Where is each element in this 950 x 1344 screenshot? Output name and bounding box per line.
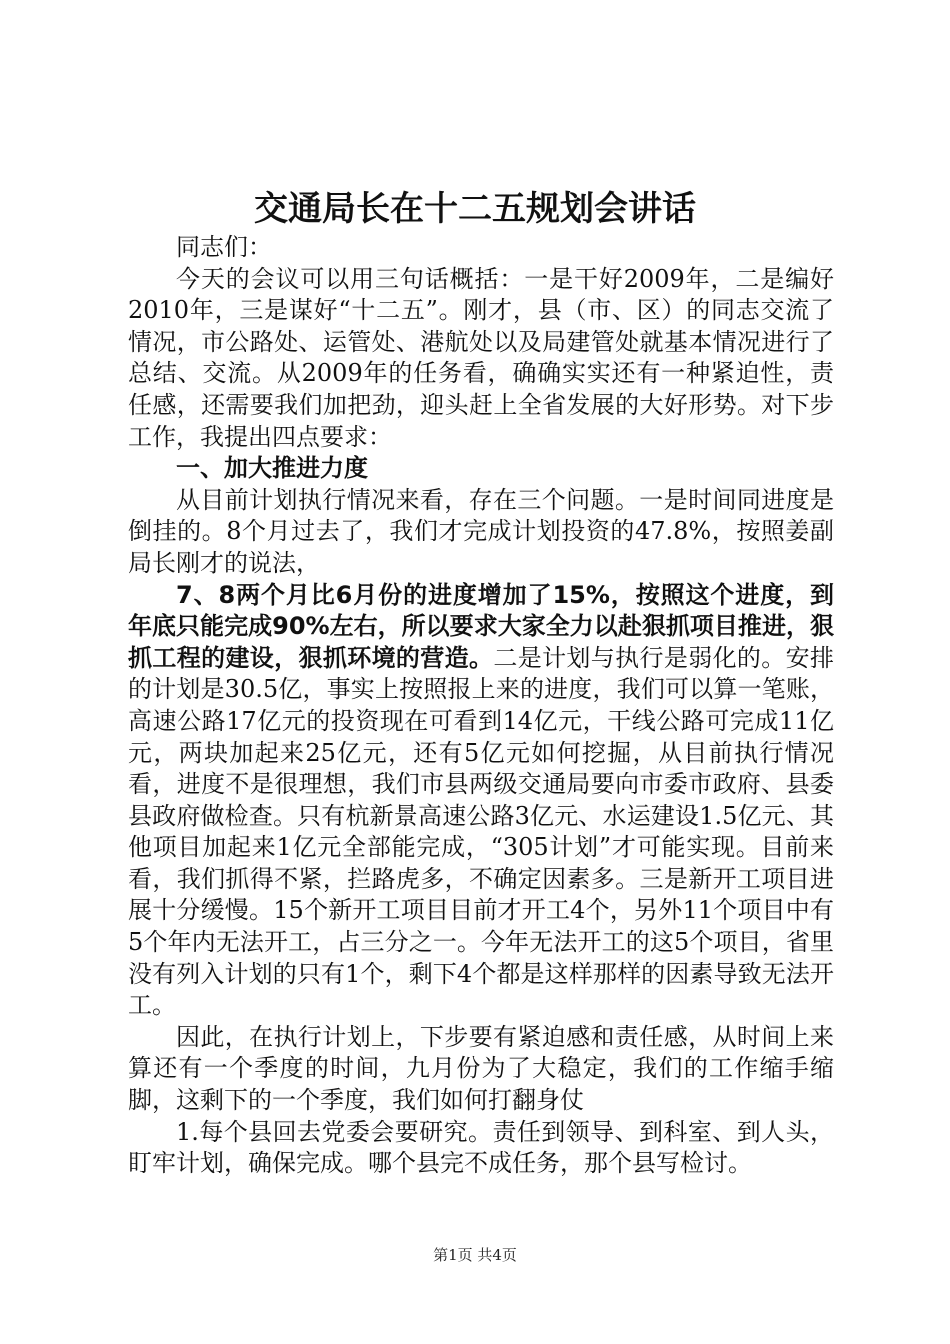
intro-paragraph: 今天的会议可以用三句话概括：一是干好2009年，二是编好2010年，三是谋好“十二五”。刚才，县（市、区）的同志交流了情况，市公路处、运管处、港航处以及局建管处就基本情况进行了总结、交流。从2009年的任务看，确确实实还有一种紧迫性，责任感，还需要我们加把劲，迎头赶上全省发展的大好形势。对下步工作，我提出四点要求： <box>128 264 834 451</box>
section-heading-1: 一、加大推进力度 <box>176 454 368 483</box>
paragraph-progress <box>128 580 834 1022</box>
paragraph-progress-rest: 二是计划与执行是弱化的。安排的计划是30.5亿，事实上按照报上来的进度，我们可以算一笔账，高速公路17亿元的投资现在可看到14亿元，干线公路可完成11亿元，两块加起来25亿元，还有5亿元如何挖掘，从目前执行情况看，进度不是很理想，我们市县两级交通局要向市委市政府、县委县政府做检查。只有杭新景高速公路3亿元、水运建设1.5亿元、其他项目加起来1亿元全部能完成，“305计划”才可能实现。目前来看，我们抓得不紧，拦路虎多，不确定因素多。三是新开工项目进展十分缓慢。15个新开工项目目前才开工4个，另外11个项目中有5个年内无法开工，占三分之一。今年无法开工的这5个项目，省里没有列入计划的只有1个，剩下4个都是这样那样的因素导致无法开工。 <box>128 643 835 1020</box>
paragraph-urgency: 因此，在执行计划上，下步要有紧迫感和责任感，从时间上来算还有一个季度的时间，九月份为了大稳定，我们的工作缩手缩脚，这剩下的一个季度，我们如何打翻身仗 <box>128 1022 834 1115</box>
paragraph-item-1: 1.每个县回去党委会要研究。责任到领导、到科室、到人头，盯牢计划，确保完成。哪个县完不成任务，那个县写检讨。 <box>128 1117 834 1178</box>
page-footer: 第1页 共4页 <box>433 1246 517 1264</box>
salutation-paragraph: 同志们： <box>176 233 272 261</box>
document-body <box>128 232 834 1180</box>
emphasis-text: 7、8两个月比6月份的进度增加了15%，按照这个进度，到年底只能完成90%左右，所以要求大家全力以赴狠抓项目推进，狠抓工程的建设，狠抓环境的营造。 <box>128 580 834 672</box>
document-title: 交通局长在十二五规划会讲话 <box>254 189 696 229</box>
paragraph-problems: 从目前计划执行情况来看，存在三个问题。一是时间同进度是倒挂的。8个月过去了，我们才完成计划投资的47.8%，按照姜副局长刚才的说法， <box>128 485 834 577</box>
